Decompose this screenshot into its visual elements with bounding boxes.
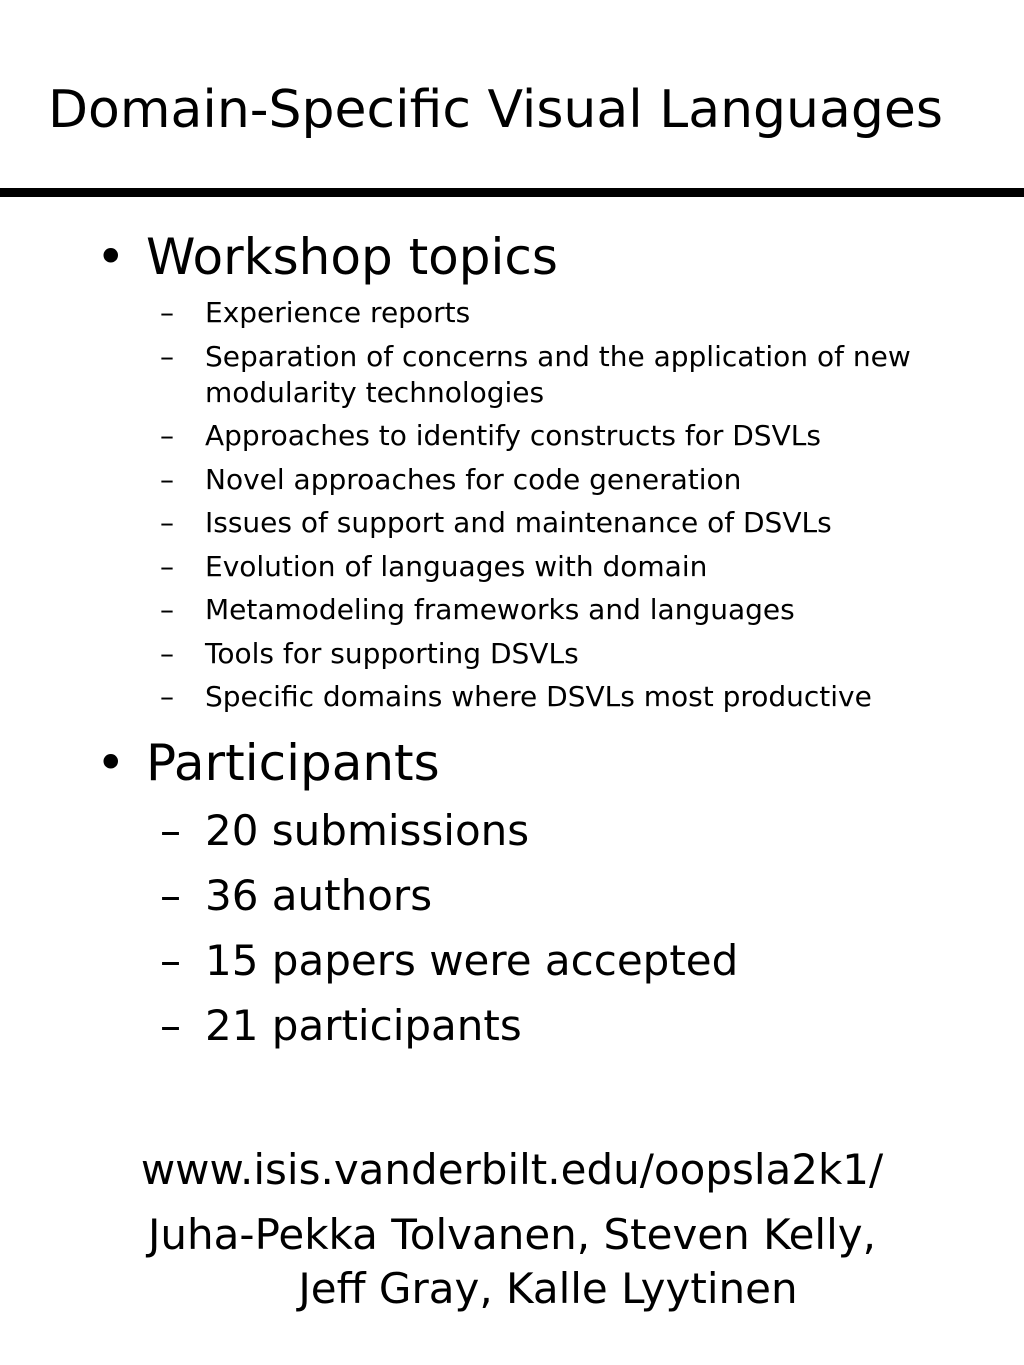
dash-icon: – — [160, 871, 181, 920]
list-item: – 15 papers were accepted — [160, 936, 739, 985]
list-item: – Specific domains where DSVLs most productive — [160, 680, 872, 713]
authors-line-1: Juha-Pekka Tolvanen, Steven Kelly, — [148, 1210, 876, 1259]
footer-authors — [0, 1208, 1024, 1316]
list-item: – Metamodeling frameworks and languages — [160, 593, 795, 626]
dash-icon: – — [160, 636, 174, 670]
dash-icon: – — [160, 593, 174, 626]
list-item: – Approaches to identify constructs for DSVLs — [160, 419, 821, 452]
dash-icon: – — [160, 296, 174, 329]
authors-line-2: Jeff Gray, Kalle Lyytinen — [298, 1264, 798, 1313]
list-item: – Experience reports — [160, 296, 471, 329]
dash-icon: – — [160, 419, 174, 452]
section-heading: Participants — [146, 734, 440, 792]
list-item: – Novel approaches for code generation — [160, 462, 742, 496]
dash-icon: – — [160, 549, 174, 583]
list-item: – Evolution of languages with domain — [160, 549, 708, 583]
title-divider — [0, 188, 1024, 197]
dash-icon: – — [160, 936, 181, 985]
dash-icon: – — [160, 506, 174, 539]
dash-icon: – — [160, 339, 174, 373]
list-item: – 36 authors — [160, 871, 433, 920]
list-item: – Issues of support and maintenance of DSVLs — [160, 506, 832, 539]
bullet-icon: • — [96, 228, 126, 286]
slide-title: Domain-Specific Visual Languages — [48, 80, 943, 140]
section-heading: Workshop topics — [146, 228, 558, 286]
list-item: – Separation of concerns and the application of new modularity technologies — [160, 339, 911, 409]
bullet-workshop-topics — [96, 228, 558, 286]
workshop-topics-list — [160, 295, 940, 723]
footer-url: www.isis.vanderbilt.edu/oopsla2k1/ — [140, 1145, 884, 1194]
list-item: – 20 submissions — [160, 806, 530, 855]
participants-list — [160, 806, 980, 1066]
bullet-icon: • — [96, 734, 126, 792]
dash-icon: – — [160, 1001, 181, 1050]
list-item: – 21 participants — [160, 1001, 522, 1050]
list-item: – Tools for supporting DSVLs — [160, 636, 579, 670]
dash-icon: – — [160, 680, 174, 713]
dash-icon: – — [160, 806, 181, 855]
dash-icon: – — [160, 462, 174, 496]
bullet-participants — [96, 734, 440, 792]
